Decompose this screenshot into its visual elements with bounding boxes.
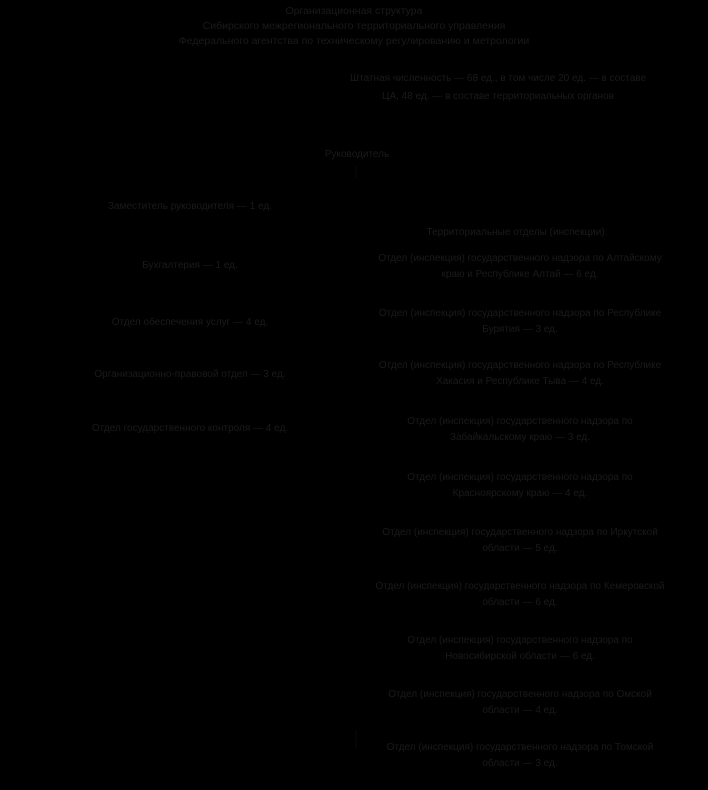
left-unit-services: Отдел обеспечения услуг — 4 ед. [111,317,269,328]
territorial-office-4: Отдел (инспекция) государственного надзора по Забайкальскому краю — 3 ед. [407,416,633,443]
left-unit-legal: Организационно-правовой отдел — 3 ед. [94,369,286,380]
territorial-office-1: Отдел (инспекция) государственного надзора по Алтайскому краю и Республике Алтай — 6 ед. [378,253,662,280]
head-box: Руководитель [324,149,390,160]
territorial-office-9: Отдел (инспекция) государственного надзора по Омской области — 4 ед. [388,689,652,716]
territorial-office-3: Отдел (инспекция) государственного надзора по Республике Хакасия и Республике Тыва — 4 ед. [378,360,662,387]
territorial-office-2: Отдел (инспекция) государственного надзора по Республике Бурятия — 3 ед. [378,308,662,335]
territorial-title: Территориальные отделы (инспекции): [426,227,608,238]
title-line-2: Сибирского межрегионального территориального управления [202,20,506,32]
left-unit-accounting: Бухгалтерия — 1 ед. [142,260,238,271]
territorial-office-7: Отдел (инспекция) государственного надзора по Кемеровской области — 6 ед. [375,581,665,608]
territorial-office-10: Отдел (инспекция) государственного надзора по Томской области — 3 ед. [386,742,654,769]
title-line-3: Федерального агентства по техническому регулированию и метрологии [178,35,530,47]
staff-note: Штатная численность — 68 ед., в том числе 20 ед. — в составе ЦА, 48 ед. — в составе территориальных органов [349,73,647,102]
territorial-office-5: Отдел (инспекция) государственного надзора по Красноярскому краю — 4 ед. [407,472,633,499]
territorial-office-8: Отдел (инспекция) государственного надзора по Новосибирской области — 6 ед. [407,635,633,662]
territorial-office-6: Отдел (инспекция) государственного надзора по Иркутской области — 5 ед. [382,527,658,554]
left-unit-control: Отдел государственного контроля — 4 ед. [91,423,289,434]
title-line-1: Организационная структура [285,5,423,17]
left-unit-deputy: Заместитель руководителя — 1 ед. [108,201,272,212]
page-title [90,4,618,49]
